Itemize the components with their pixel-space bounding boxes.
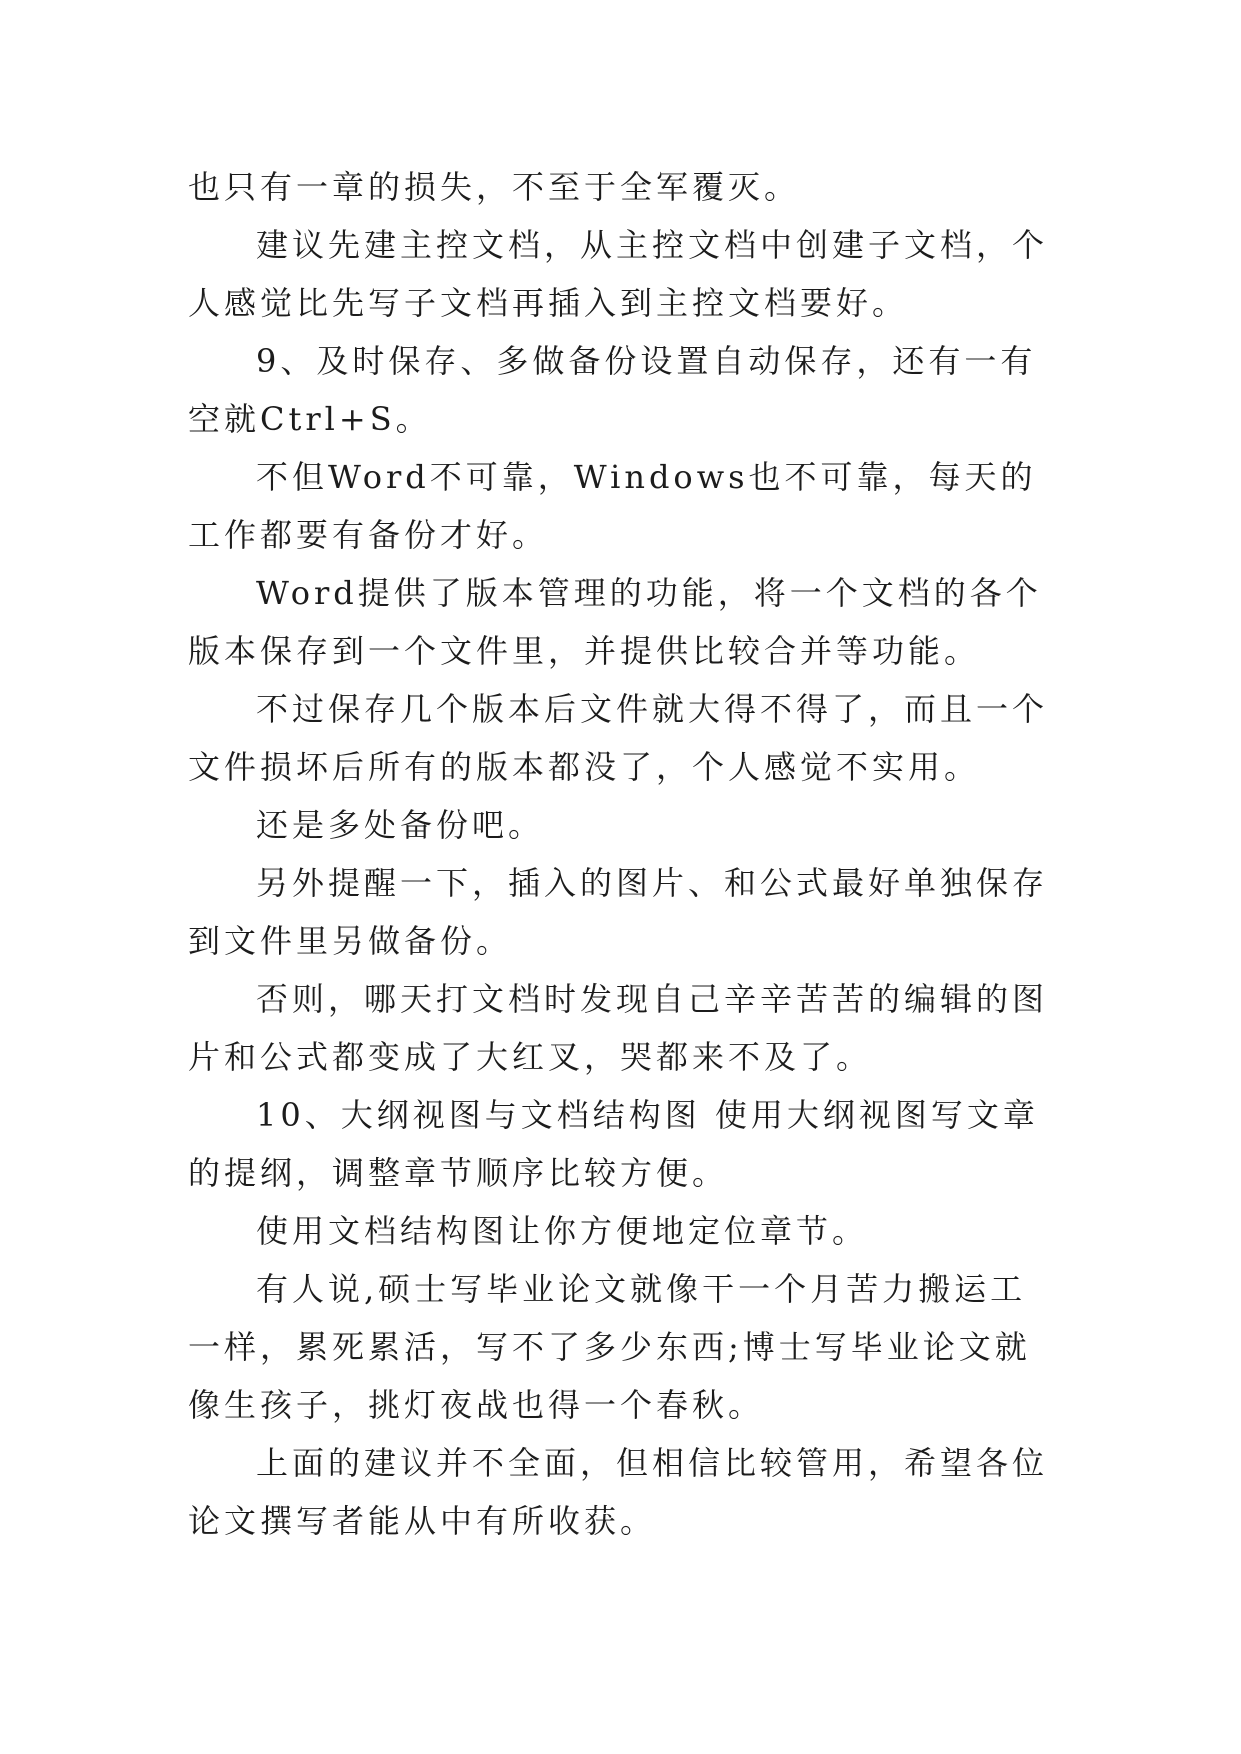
paragraph-backup-reason: 不但Word不可靠，Windows也不可靠，每天的工作都要有备份才好。 [188, 458, 1037, 554]
paragraph-red-cross-warning: 否则，哪天打文档时发现自己辛辛苦苦的编辑的图片和公式都变成了大红叉，哭都来不及了。 [188, 980, 1049, 1076]
paragraph-continuation: 也只有一章的损失，不至于全军覆灭。 [188, 168, 801, 206]
paragraph-tip-10-outline-view: 10、大纲视图与文档结构图 使用大纲视图写文章的提纲，调整章节顺序比较方便。 [188, 1096, 1039, 1192]
paragraph-closing: 上面的建议并不全面，但相信比较管用，希望各位论文撰写者能从中有所收获。 [188, 1444, 1049, 1540]
document-body [188, 158, 1058, 1550]
paragraph-thesis-analogy: 有人说,硕士写毕业论文就像干一个月苦力搬运工一样，累死累活，写不了多少东西;博士写毕业论文就像生孩子，挑灯夜战也得一个春秋。 [188, 1270, 1031, 1424]
paragraph-master-document-advice: 建议先建主控文档，从主控文档中创建子文档，个人感觉比先写子文档再插入到主控文档要好。 [188, 226, 1049, 322]
paragraph-version-management: Word提供了版本管理的功能，将一个文档的各个版本保存到一个文件里，并提供比较合并等功能。 [188, 574, 1042, 670]
paragraph-document-map: 使用文档结构图让你方便地定位章节。 [256, 1212, 869, 1250]
paragraph-multiple-backups: 还是多处备份吧。 [256, 806, 545, 844]
paragraph-tip-9-save: 9、及时保存、多做备份设置自动保存，还有一有空就Ctrl+S。 [188, 342, 1037, 438]
paragraph-images-formulas-backup: 另外提醒一下，插入的图片、和公式最好单独保存到文件里另做备份。 [188, 864, 1049, 960]
paragraph-version-drawback: 不过保存几个版本后文件就大得不得了，而且一个文件损坏后所有的版本都没了，个人感觉不实用。 [188, 690, 1049, 786]
